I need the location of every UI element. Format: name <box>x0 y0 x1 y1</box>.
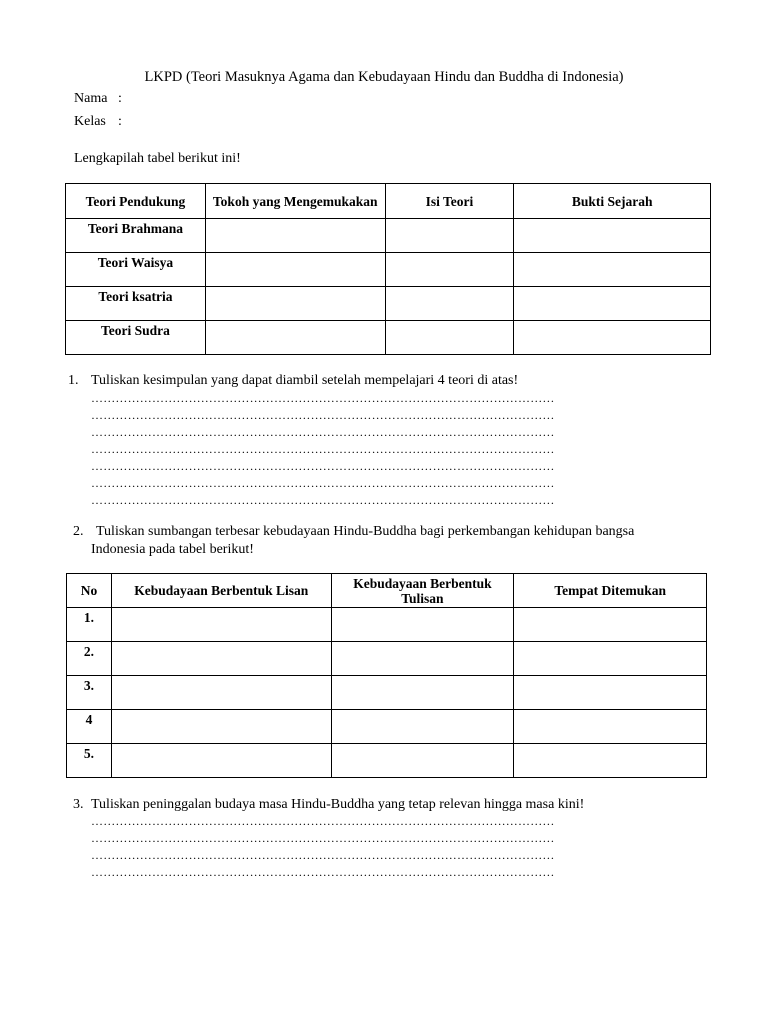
table-row <box>66 321 711 355</box>
theory-table-header <box>66 184 711 219</box>
answer-cell[interactable] <box>205 253 385 287</box>
table-row <box>66 219 711 253</box>
class-colon: : <box>118 114 122 129</box>
answer-line[interactable]: …………………………………………………………………………………………………… <box>91 476 555 490</box>
row-label: Teori Waisya <box>66 253 206 287</box>
table-row <box>67 676 707 710</box>
header-tulisan: Kebudayaan Berbentuk Tulisan <box>331 574 514 608</box>
answer-cell[interactable] <box>385 253 514 287</box>
answer-cell[interactable] <box>331 676 514 710</box>
answer-cell[interactable] <box>111 710 331 744</box>
table-row <box>66 287 711 321</box>
theory-table <box>65 183 711 355</box>
answer-cell[interactable] <box>111 642 331 676</box>
page-title: LKPD (Teori Masuknya Agama dan Kebudayaan Hindu dan Buddha di Indonesia) <box>144 69 624 85</box>
answer-cell[interactable] <box>385 287 514 321</box>
answer-line[interactable]: …………………………………………………………………………………………………… <box>91 848 555 862</box>
class-field[interactable] <box>74 113 122 131</box>
question-1-answer-area[interactable] <box>91 390 691 509</box>
table-row <box>67 744 707 778</box>
answer-cell[interactable] <box>514 321 711 355</box>
answer-cell[interactable] <box>514 253 711 287</box>
answer-line[interactable]: …………………………………………………………………………………………………… <box>91 493 555 507</box>
header-tempat: Tempat Ditemukan <box>514 574 707 608</box>
question-3-answer-area[interactable] <box>91 813 691 881</box>
name-field[interactable] <box>74 90 122 108</box>
table-row <box>67 642 707 676</box>
answer-cell[interactable] <box>385 219 514 253</box>
name-colon: : <box>118 91 122 106</box>
answer-cell[interactable] <box>514 710 707 744</box>
header-teori-pendukung: Teori Pendukung <box>66 184 206 219</box>
question-1-number: 1. <box>68 373 79 388</box>
answer-line[interactable]: …………………………………………………………………………………………………… <box>91 408 555 422</box>
class-label: Kelas <box>74 114 106 129</box>
answer-cell[interactable] <box>111 608 331 642</box>
row-number: 4 <box>67 710 112 744</box>
header-bukti-sejarah: Bukti Sejarah <box>514 184 711 219</box>
answer-line[interactable]: …………………………………………………………………………………………………… <box>91 425 555 439</box>
table-instruction: Lengkapilah tabel berikut ini! <box>74 151 241 166</box>
culture-table <box>66 573 707 778</box>
culture-table-header <box>67 574 707 608</box>
question-2-number: 2. <box>73 524 84 539</box>
answer-cell[interactable] <box>514 744 707 778</box>
question-1-text: Tuliskan kesimpulan yang dapat diambil setelah mempelajari 4 teori di atas! <box>91 373 519 388</box>
answer-cell[interactable] <box>514 608 707 642</box>
answer-cell[interactable] <box>331 744 514 778</box>
answer-cell[interactable] <box>111 676 331 710</box>
answer-cell[interactable] <box>385 321 514 355</box>
answer-cell[interactable] <box>514 219 711 253</box>
header-tokoh: Tokoh yang Mengemukakan <box>205 184 385 219</box>
row-number: 1. <box>67 608 112 642</box>
header-lisan: Kebudayaan Berbentuk Lisan <box>111 574 331 608</box>
header-isi-teori: Isi Teori <box>385 184 514 219</box>
row-label: Teori Brahmana <box>66 219 206 253</box>
answer-line[interactable]: …………………………………………………………………………………………………… <box>91 459 555 473</box>
answer-line[interactable]: …………………………………………………………………………………………………… <box>91 865 555 879</box>
row-label: Teori ksatria <box>66 287 206 321</box>
row-number: 2. <box>67 642 112 676</box>
question-3-text: Tuliskan peninggalan budaya masa Hindu-Buddha yang tetap relevan hingga masa kini! <box>91 797 585 812</box>
name-label: Nama <box>74 91 108 106</box>
question-2-text-line1: Tuliskan sumbangan terbesar kebudayaan Hindu-Buddha bagi perkembangan kehidupan bangsa <box>96 524 635 539</box>
answer-cell[interactable] <box>111 744 331 778</box>
row-label: Teori Sudra <box>66 321 206 355</box>
answer-line[interactable]: …………………………………………………………………………………………………… <box>91 831 555 845</box>
row-number: 3. <box>67 676 112 710</box>
question-1 <box>68 372 708 389</box>
answer-cell[interactable] <box>331 608 514 642</box>
table-row <box>67 608 707 642</box>
table-row <box>66 253 711 287</box>
answer-cell[interactable] <box>205 287 385 321</box>
answer-line[interactable]: …………………………………………………………………………………………………… <box>91 814 555 828</box>
answer-cell[interactable] <box>331 710 514 744</box>
header-no: No <box>67 574 112 608</box>
question-2-text-line2: Indonesia pada tabel berikut! <box>91 542 254 557</box>
question-3-number: 3. <box>73 797 84 812</box>
answer-cell[interactable] <box>205 219 385 253</box>
answer-cell[interactable] <box>514 676 707 710</box>
answer-line[interactable]: …………………………………………………………………………………………………… <box>91 391 555 405</box>
question-2 <box>73 523 723 540</box>
answer-cell[interactable] <box>514 287 711 321</box>
answer-cell[interactable] <box>205 321 385 355</box>
answer-line[interactable]: …………………………………………………………………………………………………… <box>91 442 555 456</box>
question-3 <box>73 796 723 813</box>
row-number: 5. <box>67 744 112 778</box>
table-row <box>67 710 707 744</box>
answer-cell[interactable] <box>331 642 514 676</box>
answer-cell[interactable] <box>514 642 707 676</box>
